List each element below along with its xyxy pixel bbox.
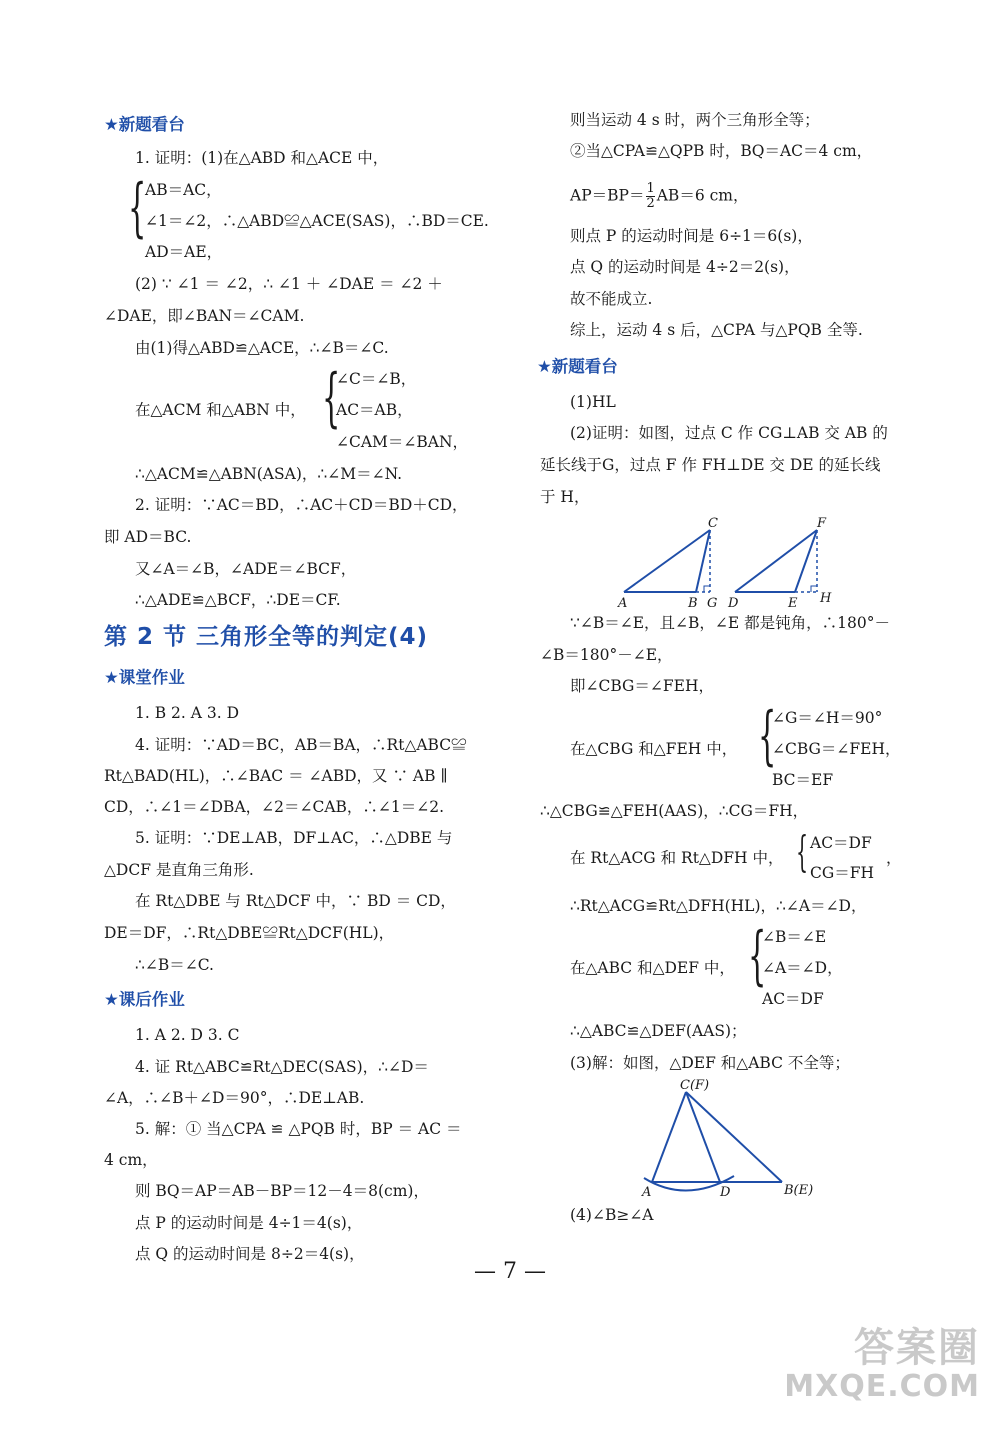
- label-d: D: [728, 596, 739, 611]
- text-line: ，: [886, 849, 902, 867]
- text-line: 1. 证明：(1)在△ABD 和△ACE 中，: [135, 149, 389, 167]
- text-line: ∴△ABC≌△DEF(AAS)；: [570, 1022, 747, 1040]
- text-line: AC＝AB，: [336, 401, 413, 419]
- section-title: 第 2 节 三角形全等的判定(4): [104, 624, 429, 650]
- text-line: ②当△CPA≌△QPB 时，BQ＝AC＝4 cm，: [570, 142, 873, 160]
- right-angle-mark-g: [704, 586, 710, 592]
- text-line: 即∠CBG＝∠FEH，: [570, 677, 714, 695]
- label-f: F: [817, 516, 827, 531]
- text-line: 在△ABC 和△DEF 中，: [570, 959, 735, 977]
- text-line: ∴△ADE≌△BCF，∴DE＝CF.: [135, 591, 341, 609]
- heading-homework: ★课后作业: [104, 990, 185, 1009]
- text-line: ∴△CBG≌△FEH(AAS)，∴CG＝FH，: [540, 802, 809, 820]
- text-line: DE＝DF，∴Rt△DBE≌Rt△DCF(HL)，: [104, 924, 395, 942]
- watermark: [784, 1326, 980, 1404]
- text-line: 4 cm，: [104, 1151, 158, 1169]
- text-line: ∴△ACM≌△ABN(ASA)，∴∠M＝∠N.: [135, 465, 403, 483]
- text-line: 在 Rt△DBE 与 Rt△DCF 中，∵ BD ＝ CD，: [135, 892, 456, 910]
- text-line: (4)∠B≥∠A: [570, 1206, 654, 1224]
- brace: {: [128, 171, 147, 245]
- heading-new-problems-1: ★新题看台: [104, 115, 185, 134]
- text-line: (2)证明：如图，过点 C 作 CG⊥AB 交 AB 的: [570, 424, 888, 442]
- label-c: C: [708, 516, 718, 531]
- text-line: [570, 182, 749, 211]
- label-a: A: [642, 1185, 652, 1200]
- text-line: ∠B＝∠E: [762, 928, 827, 946]
- fraction-numerator: 1: [646, 181, 655, 196]
- label-g: G: [707, 596, 718, 611]
- label-cf: C(F): [680, 1078, 710, 1093]
- page-number: — 7 —: [474, 1259, 546, 1284]
- text-line: (1)HL: [570, 393, 616, 411]
- text-line: 5. 解：① 当△CPA ≌ △PQB 时，BP ＝ AC ＝: [135, 1120, 462, 1138]
- label-e: E: [788, 596, 798, 611]
- text-line: ∠DAE，即∠BAN＝∠CAM.: [104, 307, 305, 325]
- text-line: 点 Q 的运动时间是 4÷2＝2(s)，: [570, 258, 800, 276]
- text-line: BC＝EF: [772, 771, 834, 789]
- text-line: ∠B＝180°－∠E，: [540, 646, 673, 664]
- text-line: AC＝DF: [810, 834, 872, 852]
- text-line: 则当运动 4 s 时，两个三角形全等；: [570, 111, 820, 129]
- right-angle-mark-h: [811, 586, 817, 592]
- text-line: 1. B 2. A 3. D: [135, 704, 240, 722]
- brace: {: [796, 827, 809, 876]
- text-line: ∴Rt△ACG≌Rt△DFH(HL)，∴∠A＝∠D，: [570, 897, 867, 915]
- text-line: 5. 证明：∵DE⊥AB，DF⊥AC，∴△DBE 与: [135, 829, 453, 847]
- text-line: 4. 证 Rt△ABC≌Rt△DEC(SAS)，∴∠D＝: [135, 1058, 429, 1076]
- text-line: 1. A 2. D 3. C: [135, 1026, 240, 1044]
- label-d: D: [720, 1185, 731, 1200]
- text-line: 由(1)得△ABD≌△ACE，∴∠B＝∠C.: [135, 339, 389, 357]
- watermark-logo-text: 答案圈: [854, 1325, 980, 1371]
- text-line: AB＝AC，: [145, 181, 222, 199]
- text-line: ∠A＝∠D，: [762, 959, 843, 977]
- label-b: B: [688, 596, 698, 611]
- text-line: 又∠A＝∠B，∠ADE＝∠BCF，: [135, 560, 357, 578]
- text-line: AC＝DF: [762, 990, 824, 1008]
- text-line: 2. 证明：∵AC＝BD，∴AC＋CD＝BD＋CD，: [135, 496, 468, 514]
- text-line: 则 BQ＝AP＝AB－BP＝12－4＝8(cm)，: [135, 1182, 429, 1200]
- label-h: H: [820, 591, 832, 606]
- brace: {: [758, 699, 777, 773]
- text-line: 4. 证明：∵AD＝BC，AB＝BA，∴Rt△ABC≌: [135, 736, 467, 754]
- text-line: △DCF 是直角三角形.: [104, 861, 254, 879]
- text-fragment: AP＝BP＝: [570, 186, 645, 205]
- triangle-figure-2: [630, 1078, 830, 1200]
- triangle-figure-1: [610, 512, 850, 612]
- label-be: B(E): [784, 1183, 814, 1198]
- text-line: 延长线于G，过点 F 作 FH⊥DE 交 DE 的延长线: [540, 456, 881, 474]
- fraction: [646, 182, 654, 211]
- text-line: ∵∠B＝∠E，且∠B，∠E 都是钝角，∴180°－: [570, 614, 890, 632]
- text-line: 点 P 的运动时间是 4÷1＝4(s)，: [135, 1214, 363, 1232]
- text-line: 则点 P 的运动时间是 6÷1＝6(s)，: [570, 227, 813, 245]
- text-line: 在△CBG 和△FEH 中，: [570, 740, 738, 758]
- text-line: 点 Q 的运动时间是 8÷2＝4(s)，: [135, 1245, 365, 1263]
- segment-cd: [686, 1092, 720, 1182]
- text-line: ∠G＝∠H＝90°: [772, 709, 883, 727]
- label-a: A: [618, 596, 628, 611]
- text-line: 在△ACM 和△ABN 中，: [135, 401, 306, 419]
- text-line: ∠1＝∠2，∴△ABD≌△ACE(SAS)，∴BD＝CE.: [145, 212, 489, 230]
- text-fragment: AB＝6 cm，: [656, 186, 749, 205]
- segment-ca: [652, 1092, 686, 1182]
- segment-cb: [686, 1092, 782, 1182]
- segment-df: [735, 530, 817, 592]
- text-line: (2) ∵ ∠1 ＝ ∠2，∴ ∠1 ＋ ∠DAE ＝ ∠2 ＋: [135, 275, 443, 293]
- text-line: 故不能成立.: [570, 290, 653, 308]
- text-line: 综上，运动 4 s 后，△CPA 与△PQB 全等.: [570, 321, 863, 339]
- heading-classwork: ★课堂作业: [104, 668, 185, 687]
- text-line: CG＝FH: [810, 864, 875, 882]
- text-line: ∠CBG＝∠FEH，: [772, 740, 901, 758]
- text-line: Rt△BAD(HL)，∴∠BAC ＝ ∠ABD，又 ∵ AB ∥: [104, 767, 448, 785]
- text-line: 在 Rt△ACG 和 Rt△DFH 中，: [570, 849, 784, 867]
- text-line: ∠A，∴∠B＋∠D＝90°，∴DE⊥AB.: [104, 1089, 365, 1107]
- text-line: 于 H，: [540, 488, 590, 506]
- heading-new-problems-2: ★新题看台: [537, 357, 618, 376]
- text-line: AD＝AE，: [145, 243, 223, 261]
- text-line: ∠CAM＝∠BAN，: [336, 433, 469, 451]
- brace: {: [322, 361, 341, 435]
- text-line: ∴∠B＝∠C.: [135, 956, 214, 974]
- brace: {: [748, 919, 767, 993]
- text-line: CD，∴∠1＝∠DBA，∠2＝∠CAB，∴∠1＝∠2.: [104, 798, 445, 816]
- watermark-url: MXQE.COM: [784, 1369, 980, 1404]
- text-line: (3)解：如图，△DEF 和△ABC 不全等；: [570, 1054, 850, 1072]
- text-line: 即 AD＝BC.: [104, 528, 192, 546]
- text-line: ∠C＝∠B，: [336, 370, 417, 388]
- fraction-denominator: 2: [646, 196, 655, 211]
